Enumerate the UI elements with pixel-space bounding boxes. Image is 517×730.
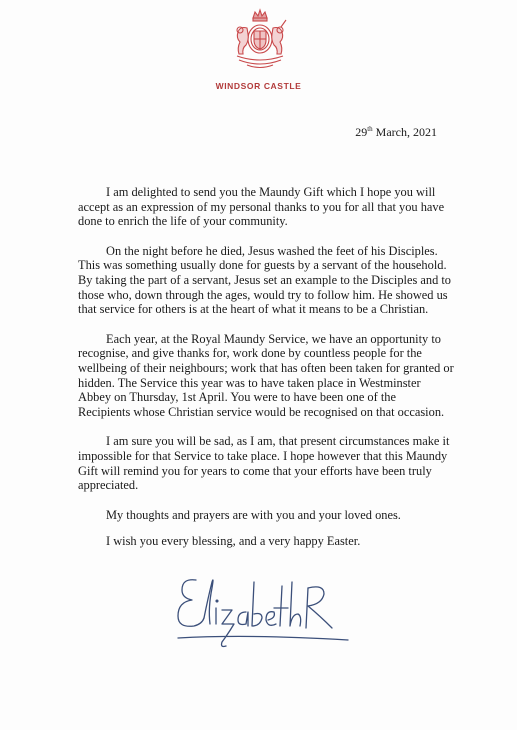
text-line: impossible for that Service to take place. I hope however that this Maundy (78, 449, 448, 464)
text-line: I wish you every blessing, and a very happy Easter. (106, 534, 361, 549)
letter-body (78, 185, 454, 564)
text-line: I am delighted to send you the Maundy Gift which I hope you will (106, 185, 436, 199)
text-line: that service for others is at the heart of what it means to be a Christian. (78, 302, 429, 317)
text-line: done to enrich the life of your community. (78, 214, 288, 229)
text-line: those who, down through the ages, would try to follow him. He showed us (78, 287, 448, 302)
text-line: This was something usually done for guests by a servant of the household. (78, 258, 447, 273)
paragraph-blessing (78, 534, 448, 549)
date-suffix: th (367, 125, 373, 133)
text-line: By taking the part of a servant, Jesus set an example to the Disciples and to (78, 273, 452, 288)
text-line: I am sure you will be sad, as I am, that present circumstances make it (106, 434, 450, 449)
text-line: Each year, at the Royal Maundy Service, we have an opportunity to (106, 331, 441, 346)
text-line: wellbeing of their neighbours; work that has often been taken for granted or (78, 361, 454, 376)
text-line: hidden. The Service this year was to have taken place in Westminster (78, 375, 421, 390)
text-line: accept as an expression of my personal thanks to you for all that you have (78, 199, 445, 214)
letter-date (355, 125, 437, 140)
paragraph-maundy-service (78, 331, 454, 420)
text-line: appreciated. (78, 478, 139, 493)
text-line: Abbey on Thursday, 1st April. You were to have been one of the (78, 390, 396, 405)
text-line: My thoughts and prayers are with you and your loved ones. (106, 507, 401, 522)
text-line: Gift will remind you for years to come that your efforts have been truly (78, 463, 432, 478)
text-line: On the night before he died, Jesus washed the feet of his Disciples. (106, 243, 438, 258)
paragraph-circumstances (78, 434, 448, 493)
paragraph-thoughts (78, 508, 448, 523)
date-day: 29 (355, 125, 368, 139)
letterhead-location: WINDSOR CASTLE (215, 81, 302, 91)
paragraph-jesus (78, 243, 452, 318)
date-rest: March, 2021 (372, 125, 437, 139)
text-line: Recipients whose Christian service would be recognised on that occasion. (78, 405, 445, 420)
royal-coat-of-arms-icon (225, 8, 295, 72)
text-line: recognise, and give thanks for, work done by countless people for the (78, 346, 422, 361)
paragraph-gift (78, 185, 448, 229)
signature (168, 568, 358, 660)
